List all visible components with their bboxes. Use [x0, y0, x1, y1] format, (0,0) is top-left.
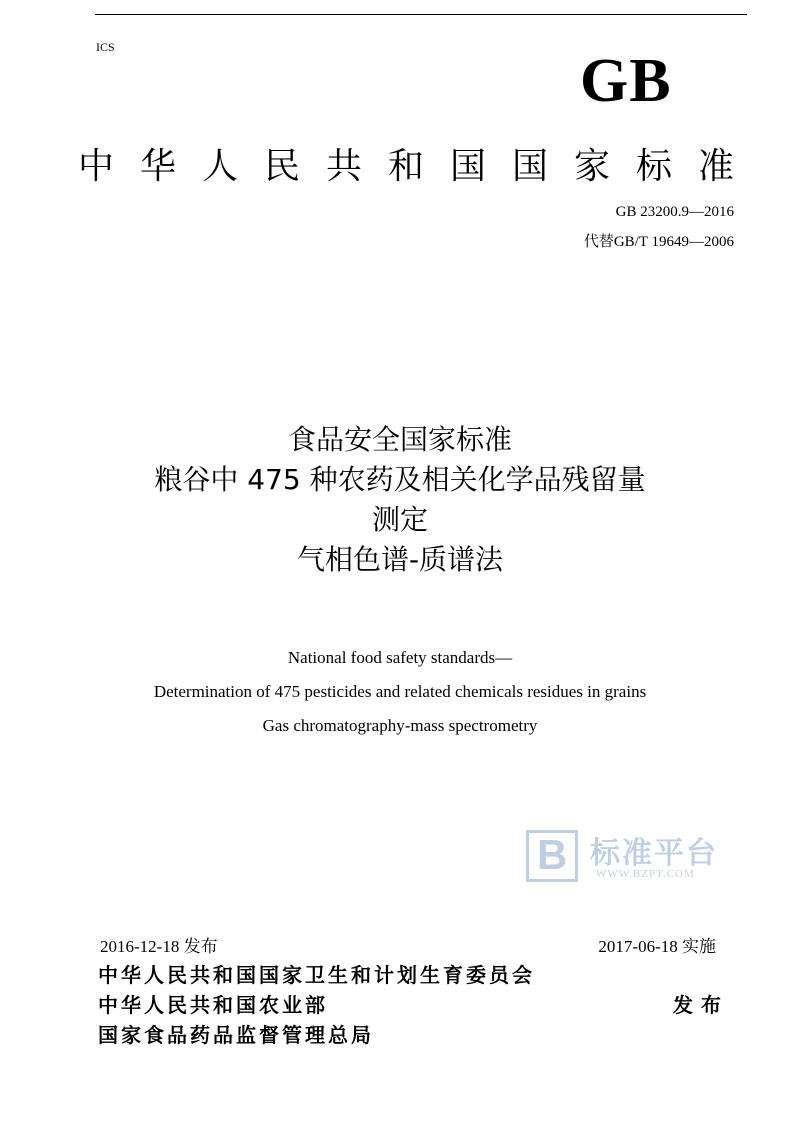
gb-logo: GB	[580, 47, 672, 115]
watermark-b-icon: B	[526, 830, 578, 882]
chinese-title-line: 食品安全国家标准	[287, 423, 512, 456]
chinese-title-line: 气相色谱-质谱法	[296, 543, 504, 576]
issuer-line: 中华人民共和国农业部	[98, 993, 328, 1017]
ics-label: ICS	[96, 40, 115, 54]
standard-number: GB 23200.9—2016	[615, 204, 734, 220]
chinese-title	[0, 420, 800, 580]
issuer-line: 中华人民共和国国家卫生和计划生育委员会	[98, 963, 535, 987]
chinese-title-line: 粮谷中 475 种农药及相关化学品残留量	[154, 463, 646, 496]
top-rule	[95, 14, 747, 15]
issuer-line: 国家食品药品监督管理总局	[98, 1023, 374, 1047]
publish-label: 发布	[673, 993, 729, 1017]
national-standard-title: 中华人民共和国国家标准	[78, 146, 761, 187]
watermark-url: WWW.BZPT.COM	[596, 868, 695, 880]
english-title-line: National food safety standards—	[287, 648, 513, 667]
english-title	[0, 646, 800, 748]
watermark-name: 标准平台	[590, 836, 718, 871]
implementation-date: 2017-06-18 实施	[598, 937, 716, 956]
issue-date: 2016-12-18 发布	[100, 937, 218, 956]
english-title-line: Determination of 475 pesticides and related chemicals residues in grains	[153, 682, 647, 701]
watermark-logo	[526, 828, 736, 888]
replaces-standard: 代替GB/T 19649—2006	[583, 234, 734, 250]
chinese-title-line: 测定	[371, 503, 428, 536]
issuing-authorities	[98, 960, 535, 1050]
english-title-line: Gas chromatography-mass spectrometry	[262, 716, 538, 735]
